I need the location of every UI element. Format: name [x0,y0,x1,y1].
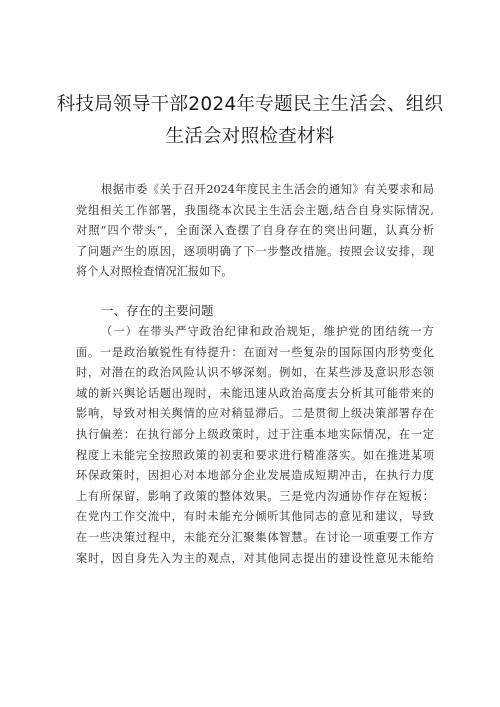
body-line: 在一些决策过程中，未能充分汇聚集体智慧。在讨论一项重要工作方 [76,530,434,544]
body-line: 执行偏差：在执行部分上级政策时，过于注重本地实际情况，在一定 [76,427,434,441]
body-line: 案时，因自身先入为主的观点，对其他同志提出的建设性意见未能给 [76,551,434,565]
intro-line: 根据市委《关于召开2024年度民主生活会的通知》有关要求和局 [101,183,434,196]
section-heading: 一、存在的主要问题 [101,303,214,318]
document-title-line-2: 生活会对照检查材料 [165,126,335,147]
intro-line: 了问题产生的原因，逐项明确了下一步整改措施。按照会议安排，现 [76,244,434,258]
body-line: 程度上未能完全按照政策的初衷和要求进行精准落实。如在推进某项 [76,448,434,462]
body-line: 时，对潜在的政治风险认识不够深刻。例如，在某些涉及意识形态领 [76,366,434,380]
body-line: 影响，导致对相关舆情的应对稍显滞后。二是贯彻上级决策部署存在 [76,407,434,421]
body-line: （一）在带头严守政治纪律和政治规矩，维护党的团结统一方 [101,325,434,338]
intro-line: 党组相关工作部署，我围绕本次民主生活会主题,结合自身实际情况, [76,203,434,217]
body-line: 域的新兴舆论话题出现时，未能迅速从政治高度去分析其可能带来的 [76,386,434,400]
document-title-line-1: 科技局领导干部2024年专题民主生活会、组织 [56,94,444,115]
body-line: 环保政策时，因担心对本地部分企业发展造成短期冲击，在执行力度 [76,469,434,483]
section-1-paragraph [76,322,434,569]
intro-line: 对照“四个带头”，全面深入查摆了自身存在的突出问题，认真分析 [76,224,434,238]
body-line: 面。一是政治敏锐性有待提升：在面对一些复杂的国际国内形势变化 [76,345,434,359]
body-line: 在党内工作交流中，有时未能充分倾听其他同志的意见和建议，导致 [76,510,434,524]
body-line: 上有所保留，影响了政策的整体效果。三是党内沟通协作存在短板： [76,489,434,503]
intro-paragraph [76,180,434,283]
intro-line: 将个人对照检查情况汇报如下。 [76,265,233,279]
